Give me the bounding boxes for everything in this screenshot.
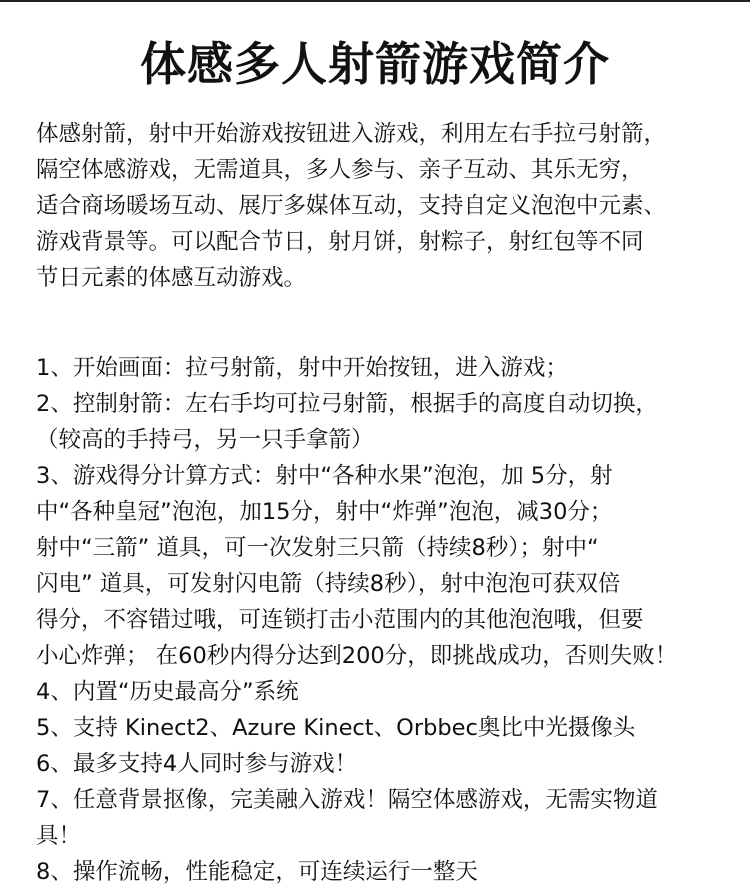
intro-line: 节日元素的体感互动游戏。 (36, 265, 307, 291)
item-number: 2 (36, 391, 51, 417)
item-separator: 、 (50, 679, 73, 705)
item-separator: 、 (50, 751, 73, 777)
item-text: 操作流畅，性能稳定，可连续运行一整天 (72, 859, 478, 885)
item-text: 中“各种皇冠”泡泡，加15分，射中“炸弹”泡泡，减30分； (36, 499, 613, 525)
page-title: 体感多人射箭游戏简介 (140, 37, 610, 91)
feature-item-5 (36, 710, 726, 746)
intro-line: 隔空体感游戏，无需道具，多人参与、亲子互动、其乐无穷， (36, 157, 644, 183)
item-text: 具！ (36, 823, 82, 849)
item-separator: 、 (50, 463, 73, 489)
intro-paragraph (36, 116, 726, 296)
item-text: 得分，不容错过哦，可连锁打击小范围内的其他泡泡哦，但要 (36, 607, 644, 633)
item-number: 7 (36, 787, 51, 813)
item-text: 射中“三箭” 道具，可一次发射三只箭（持续8秒）；射中“ (36, 535, 599, 561)
item-text: 最多支持4人同时参与游戏！ (72, 751, 358, 777)
feature-item-4 (36, 674, 726, 710)
item-separator: 、 (50, 715, 73, 741)
item-number: 5 (36, 715, 51, 741)
feature-item-6 (36, 746, 726, 782)
item-separator: 、 (50, 391, 73, 417)
item-separator: 、 (50, 355, 73, 381)
intro-line: 体感射箭，射中开始游戏按钮进入游戏，利用左右手拉弓射箭， (36, 121, 667, 147)
item-text: 游戏得分计算方式：射中“各种水果”泡泡，加 5分，射 (72, 463, 613, 489)
item-number: 4 (36, 679, 51, 705)
feature-item-3 (36, 458, 726, 674)
feature-item-1 (36, 350, 726, 386)
feature-item-2 (36, 386, 726, 458)
item-number: 3 (36, 463, 51, 489)
item-number: 8 (36, 859, 51, 885)
top-divider (0, 0, 750, 2)
feature-item-7 (36, 782, 726, 854)
item-text: 控制射箭：左右手均可拉弓射箭，根据手的高度自动切换， (72, 391, 658, 417)
feature-item-8 (36, 854, 726, 890)
item-text: 小心炸弹； 在60秒内得分达到200分，即挑战成功，否则失败！ (36, 643, 678, 669)
intro-line: 适合商场暖场互动、展厅多媒体互动，支持自定义泡泡中元素、 (36, 193, 667, 219)
item-separator: 、 (50, 787, 73, 813)
paragraph-spacer (36, 296, 726, 350)
item-text: 内置“历史最高分”系统 (72, 679, 299, 705)
item-separator: 、 (50, 859, 73, 885)
item-text: 开始画面：拉弓射箭，射中开始按钮，进入游戏； (72, 355, 568, 381)
item-text: 闪电” 道具，可发射闪电箭（持续8秒），射中泡泡可获双倍 (36, 571, 621, 597)
article-body (36, 116, 726, 890)
feature-list (36, 350, 726, 890)
item-number: 1 (36, 355, 51, 381)
item-number: 6 (36, 751, 51, 777)
intro-line: 游戏背景等。可以配合节日，射月饼，射粽子，射红包等不同 (36, 229, 644, 255)
item-text: 任意背景抠像，完美融入游戏！隔空体感游戏，无需实物道 (72, 787, 658, 813)
item-text: （较高的手持弓，另一只手拿箭） (36, 427, 374, 453)
item-text: 支持 Kinect2、Azure Kinect、Orbbec奥比中光摄像头 (72, 715, 636, 741)
